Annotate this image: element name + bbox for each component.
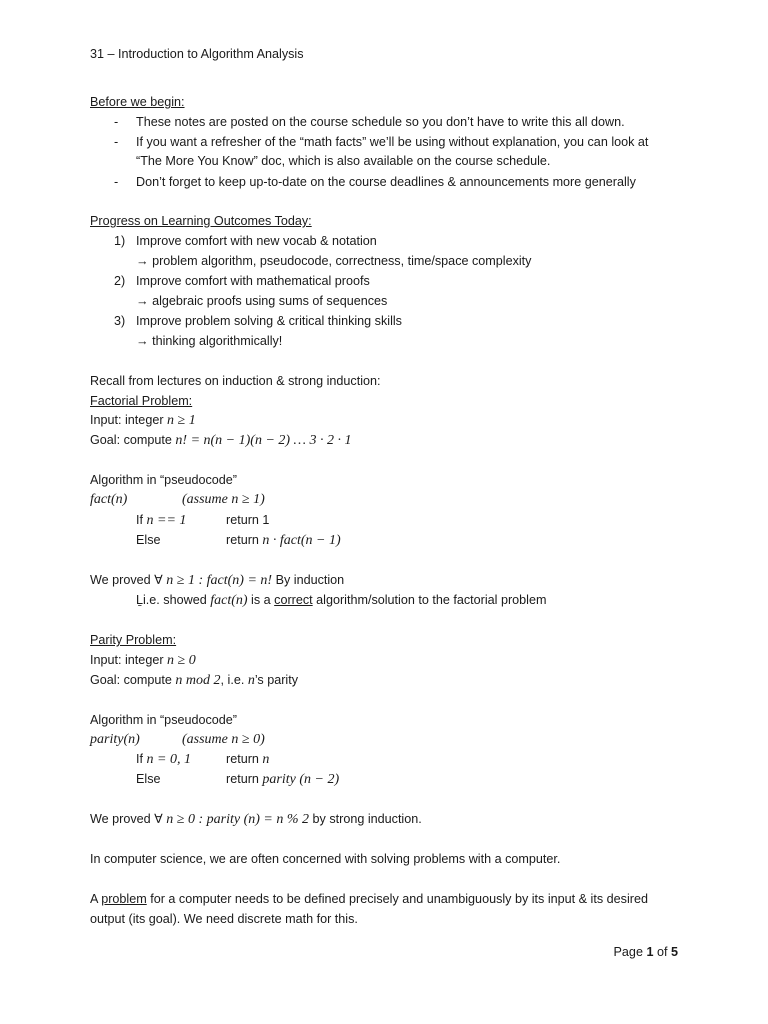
factorial-if-return: return 1: [226, 513, 270, 527]
outcome-1: Improve comfort with new vocab & notation: [136, 234, 377, 248]
outcome-number: 2): [114, 274, 126, 288]
outcome-1-detail: → problem algorithm, pseudocode, correctness, time/space complexity: [136, 254, 532, 268]
before-item-2: If you want a refresher of the “math facts” we’ll be using without explanation, you can look at: [136, 135, 649, 149]
problem-definition: A problem for a computer needs to be defined precisely and unambiguously by its input & its desired: [90, 892, 648, 906]
document-title: 31 – Introduction to Algorithm Analysis: [90, 47, 304, 61]
parity-signature: parity(n): [90, 732, 140, 747]
parity-goal: Goal: compute n mod 2, i.e. n’s parity: [90, 673, 298, 688]
factorial-input: Input: integer n ≥ 1: [90, 413, 196, 428]
factorial-else-return: return n · fact(n − 1): [226, 533, 341, 548]
bullet-marker: -: [114, 135, 119, 149]
before-heading: Before we begin:: [90, 95, 185, 109]
parity-else: Else: [136, 772, 161, 786]
progress-heading: Progress on Learning Outcomes Today:: [90, 214, 312, 228]
factorial-signature: fact(n): [90, 492, 128, 507]
bullet-marker: -: [114, 175, 119, 189]
outcome-number: 1): [114, 234, 126, 248]
bullet-marker: -: [114, 115, 119, 129]
factorial-heading: Factorial Problem:: [90, 394, 193, 408]
recall-line: Recall from lectures on induction & strong induction:: [90, 374, 381, 388]
outcome-2: Improve comfort with mathematical proofs: [136, 274, 370, 288]
factorial-algo-label: Algorithm in “pseudocode”: [90, 473, 238, 487]
factorial-goal: Goal: compute n! = n(n − 1)(n − 2) … 3 · 2 · 1: [90, 433, 352, 448]
factorial-else: Else: [136, 533, 161, 547]
outcome-2-detail: → algebraic proofs using sums of sequences: [136, 294, 388, 308]
factorial-if: If n == 1: [136, 513, 187, 528]
parity-if: If n = 0, 1: [136, 752, 191, 767]
before-item-2-cont: “The More You Know” doc, which is also available on the course schedule.: [136, 154, 551, 168]
outcome-3: Improve problem solving & critical thinking skills: [136, 314, 402, 328]
before-item-3: Don’t forget to keep up-to-date on the course deadlines & announcements more generally: [136, 175, 636, 189]
parity-if-return: return n: [226, 752, 270, 767]
factorial-assumption: (assume n ≥ 1): [182, 492, 265, 507]
outcome-3-detail: → thinking algorithmically!: [136, 334, 283, 348]
parity-proof: We proved ∀ n ≥ 0 : parity (n) = n % 2 by strong induction.: [90, 812, 422, 827]
parity-input: Input: integer n ≥ 0: [90, 653, 196, 668]
parity-heading: Parity Problem:: [90, 633, 177, 647]
parity-algo-label: Algorithm in “pseudocode”: [90, 713, 238, 727]
cs-statement: In computer science, we are often concerned with solving problems with a computer.: [90, 852, 561, 866]
parity-else-return: return parity (n − 2): [226, 772, 340, 787]
factorial-proof: We proved ∀ n ≥ 1 : fact(n) = n! By induction: [90, 573, 345, 588]
parity-assumption: (assume n ≥ 0): [182, 732, 265, 747]
outcome-number: 3): [114, 314, 126, 328]
problem-definition-cont: output (its goal). We need discrete math for this.: [90, 912, 358, 926]
factorial-correctness: Ḻi.e. showed fact(n) is a correct algorithm/solution to the factorial problem: [136, 593, 547, 608]
page-number: Page 1 of 5: [613, 945, 678, 959]
before-item-1: These notes are posted on the course schedule so you don’t have to write this all down.: [136, 115, 625, 129]
